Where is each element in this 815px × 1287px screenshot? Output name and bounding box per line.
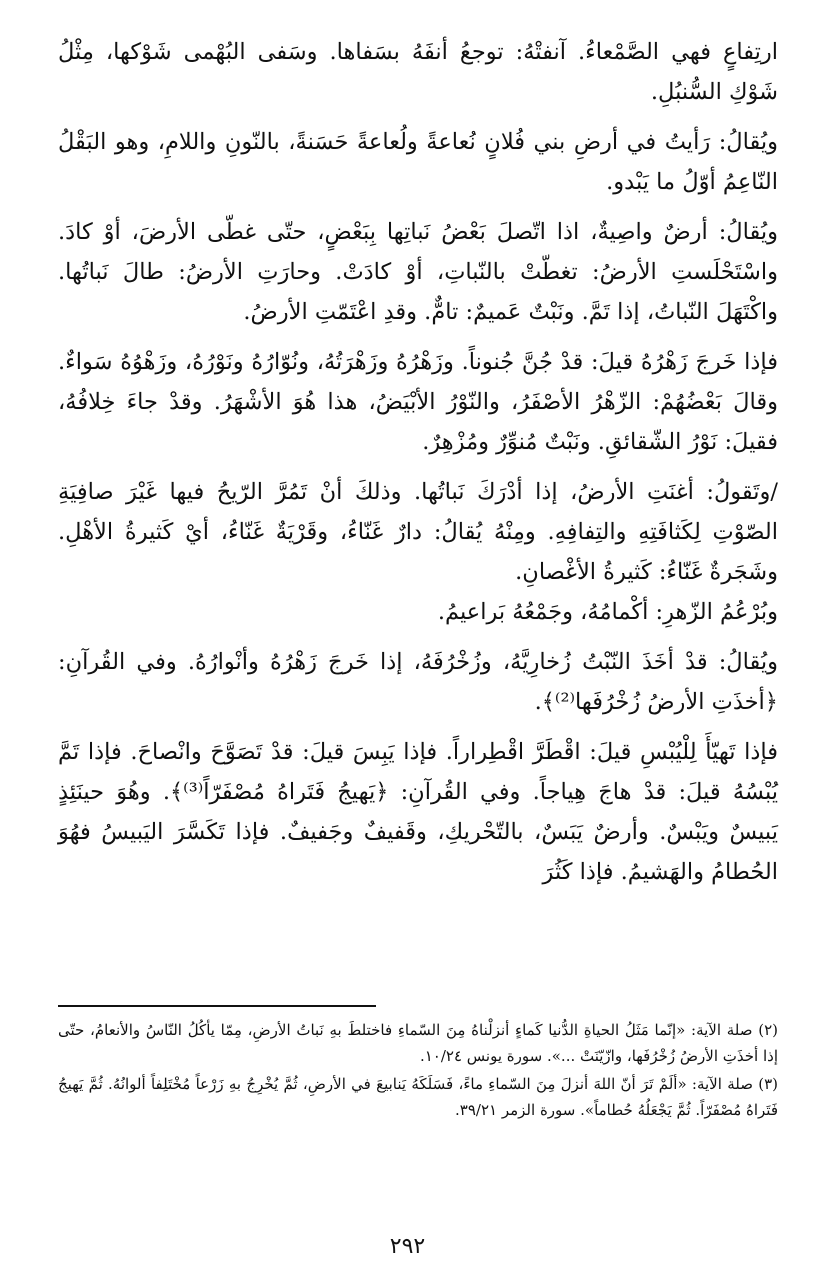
paragraph: فإذا تَهيّأَ لِلْيُبْسِ قيلَ: اقْطَرَّ اقْطِراراً. فإذا يَبِسَ قيلَ: قدْ تَصَوَّحَ وانْصاحَ. فإذا تَمَّ يُبْسُهُ قيلَ: قدْ هاجَ هِياجاً. وفي القُرآنِ: ﴿يَهيجُ فَتَراهُ مُصْفَرّاً⁽³⁾﴾. وهُوَ حينَئِذٍ يَبيسٌ ويَبْسٌ. وأرضٌ يَبَسٌ، بالتّحْريكِ، وقَفيفٌ وجَفيفٌ. فإذا تَكَسَّرَ اليَبيسُ فهُوَ الحُطامُ والهَشيمُ. فإذا كَثُرَ — [58, 739, 779, 885]
footnote: (٢) صلة الآية: «إنّما مَثَلُ الحياةِ الدُّنيا كَماءٍ أنزلْناهُ مِنَ السّماءِ فاختلطَ بهِ نَباتُ الأرضِ، مِمّا يأكُلُ النّاسُ والأنعامُ، حتّى إذا أخذَتِ الأرضُ زُخْرُفَها، وازّيّنَتْ ...». سورة يونس ١٠/٢٤. — [58, 1021, 778, 1065]
paragraph: ارتِفاعٍ فهي الصَّمْعاءُ. آنفتْهُ: توجعُ أنفَهُ بسَفاها. وسَفى البُهْمى شَوْكها، مِثْلُ شَوْكِ السُّنبُلِ. — [58, 39, 778, 105]
footnote: (٣) صلة الآية: «ألَمْ تَرَ أنّ اللهَ أنزلَ مِنَ السّماءِ ماءً، فَسَلَكَهُ يَنابيعَ في الأرضِ، ثُمَّ يُخْرِجُ بهِ زَرْعاً مُخْتَلِفاً ألوانُهُ. ثُمَّ يَهيجُ فَتَراهُ مُصْفَرّاً. ثُمَّ يَجْعَلُهُ حُطاماً». سورة الزمر ٣٩/٢١. — [58, 1075, 778, 1119]
paragraph: ويُقالُ: أرضٌ واصِيةٌ، اذا اتّصلَ بَعْضُ نَباتِها بِبَعْضٍ، حتّى غطّى الأرضَ، أوْ كادَ. واسْتَحْلَستِ الأرضُ: تغطّتْ بالنّباتِ، أوْ كادَتْ. وحارَتِ الأرضُ: طالَ نَباتُها. واكْتَهَلَ النّباتُ، إذا تَمَّ. ونَبْتٌ عَميمٌ: تامٌّ. وقدِ اعْتَمّتِ الأرضُ. — [58, 219, 778, 325]
paragraph: فإذا خَرجَ زَهْرُهُ قيلَ: قدْ جُنَّ جُنوناً. وزَهْرُهُ وزَهْرَتُهُ، ونُوّارُهُ ونَوْرُهُ، وزَهْوُهُ سَواءٌ. وقالَ بَعْضُهُمْ: الزّهْرُ الأصْفَرُ، والنّوْرُ الأبْيَضُ، هذا هُوَ الأشْهَرُ. وقدْ جاءَ خِلافُهُ، فقيلَ: نَوْرُ الشّقائقِ. ونَبْتٌ مُنوِّرٌ ومُزْهِرٌ. — [58, 349, 778, 455]
paragraph: /وتَقولُ: أغنَتِ الأرضُ، إذا أدْرَكَ نَباتُها. وذلكَ أنْ تَمُرَّ الرّيحُ فيها غَيْرَ صافِيَةِ الصّوْتِ لِكَثافَتِهِ والتِفافِهِ. ومِنْهُ يُقالُ: دارٌ غَنّاءُ، وقَرْيَةٌ غَنّاءُ، أيْ كَثيرةُ الأهْلِ. وشَجَرةٌ غَنّاءُ: كَثيرةُ الأغْصانِ. — [58, 479, 778, 585]
paragraph: ويُقالُ: قدْ أخَذَ النّبْتُ زُخارِيَّهُ، وزُخْرُفَهُ، إذا خَرجَ زَهْرُهُ وأنْوارُهُ. وفي القُرآنِ: ﴿أخذَتِ الأرضُ زُخْرُفَها⁽²⁾﴾. — [58, 649, 778, 715]
footnotes — [58, 1017, 778, 1125]
footnote-divider — [58, 1005, 376, 1007]
page-number: ٢٩٢ — [389, 1234, 426, 1259]
paragraph: ويُقالُ: رَأيتُ في أرضِ بني فُلانٍ نُعاعةً ولُعاعةً حَسَنةً، بالنّونِ واللامِ، وهو البَقْلُ النّاعِمُ أوّلُ ما يَبْدو. — [58, 129, 778, 195]
paragraph: وبُرْعُمُ الزّهرِ: أكْمامُهُ، وجَمْعُهُ بَراعيمُ. — [437, 599, 778, 625]
main-text — [58, 32, 778, 902]
